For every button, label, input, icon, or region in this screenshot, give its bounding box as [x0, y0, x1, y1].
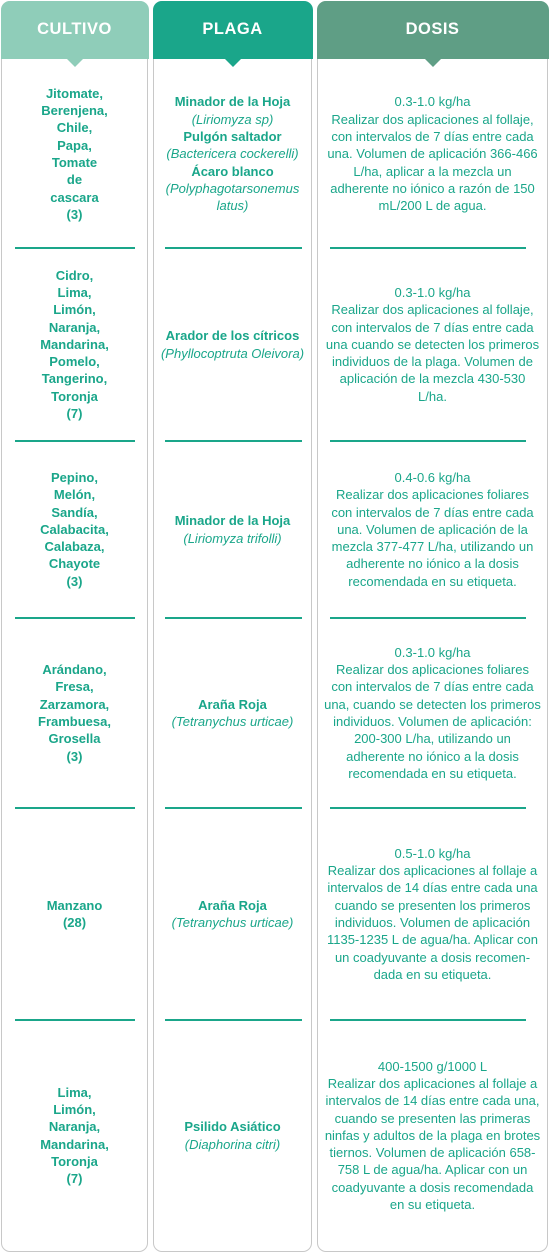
- dosis-text: 0.3-1.0 kg/ha Realizar dos aplicaciones foliares con intervalos de 7 días entre cada una, cuando se detecten los primeros individuos. Volumen de aplicación: 200-300 L/ha, utilizando un adherente no iónico a la dosis recomendada en su etiqueta.: [324, 644, 541, 781]
- plaga-text: [168, 897, 298, 932]
- dosis-text: 0.5-1.0 kg/ha Realizar dos aplicaciones al follaje a intervalos de 14 días entre cada una cuando se presenten los primeros individuos. Volumen de aplicación 1135-1235 L de agua/ha. Aplicar con un coadyuvante a dosis recomen-dada en su etiqueta.: [326, 845, 539, 982]
- dosis-text: 0.4-0.6 kg/ha Realizar dos aplicaciones foliares con intervalos de 7 días entre cada una. Volumen de aplicación de la mezcla 377-477 L/ha, utilizando un adherente no iónico a la dosis recomendada en su etiqueta.: [331, 469, 534, 589]
- dosis-cell: [318, 618, 547, 808]
- plaga-text: [154, 93, 311, 214]
- dosis-cell: [318, 248, 547, 441]
- plaga-name: Arador de los cítricos: [165, 328, 300, 344]
- plaga-scientific-name: (Liriomyza sp): [191, 111, 274, 127]
- plaga-scientific-name: (Liriomyza trifolli): [183, 530, 282, 546]
- plaga-cell: [154, 808, 311, 1020]
- cultivo-text: [34, 661, 115, 765]
- cultivo-line: Zarzamora,: [39, 696, 110, 712]
- cultivo-cell: [2, 1020, 147, 1251]
- cultivo-line: cascara: [50, 189, 99, 205]
- cultivo-line: (28): [62, 915, 87, 930]
- plaga-name: Minador de la Hoja: [174, 94, 291, 110]
- plaga-text: [180, 1118, 284, 1153]
- cultivo-line: (7): [66, 1171, 83, 1187]
- cultivo-column: [1, 1, 148, 1252]
- cultivo-text: [43, 897, 107, 932]
- cultivo-line: Grosella: [48, 731, 101, 747]
- cultivo-line: Naranja,: [48, 319, 101, 335]
- plaga-name: Araña Roja: [198, 696, 267, 712]
- cultivo-line: (7): [66, 406, 83, 422]
- cultivo-line: Papa,: [57, 137, 92, 153]
- plaga-name: Minador de la Hoja: [174, 513, 291, 529]
- cultivo-line: Chile,: [56, 120, 93, 136]
- plaga-scientific-name: (Tetranychus urticae): [171, 714, 294, 729]
- cultivo-line: Berenjena,: [41, 103, 108, 119]
- plaga-name: Psilido Asiático: [184, 1119, 281, 1135]
- plaga-scientific-name: (Phyllocoptruta Oleivora): [160, 345, 305, 361]
- dosis-cell: [318, 60, 547, 248]
- cultivo-line: Cidro,: [55, 267, 94, 283]
- plaga-name: Ácaro blanco: [191, 163, 274, 179]
- cultivo-line: Melón,: [53, 487, 96, 503]
- plaga-name: Araña Roja: [198, 897, 267, 913]
- plaga-name: Pulgón saltador: [183, 129, 282, 145]
- cultivo-cell: [2, 60, 147, 248]
- cultivo-line: Tomate: [51, 155, 98, 170]
- cultivo-line: Mandarina,: [40, 1136, 109, 1152]
- plaga-column: [153, 1, 312, 1252]
- plaga-cell: [154, 248, 311, 441]
- cultivo-line: Tangerino,: [41, 371, 108, 387]
- cultivo-line: Pomelo,: [49, 354, 100, 370]
- plaga-scientific-name: (Tetranychus urticae): [171, 915, 294, 930]
- cultivo-line: (3): [66, 206, 83, 222]
- cultivo-line: Calabacita,: [40, 521, 109, 537]
- cultivo-line: Toronja: [51, 388, 98, 404]
- cultivo-text: [36, 267, 113, 423]
- plaga-text: [171, 512, 295, 547]
- dosis-text: 400-1500 g/1000 L Realizar dos aplicaciones al follaje a intervalos de 14 días entre cada una, cuando se presenten las primeras ninfas y adultos de la plaga en brotes tiernos. Volumen de aplicación 658-758 L de agua/ha. Aplicar con un coadyuvante a dosis recomendada en su etiqueta.: [324, 1058, 541, 1213]
- dosis-column: [317, 1, 548, 1252]
- cultivo-cell: [2, 248, 147, 441]
- cultivo-line: Naranja,: [48, 1119, 101, 1135]
- cultivo-cell: [2, 618, 147, 808]
- plaga-scientific-name: (Diaphorina citri): [184, 1136, 281, 1152]
- cultivo-header: CULTIVO: [1, 1, 149, 59]
- cultivo-line: Calabaza,: [44, 539, 105, 555]
- plaga-scientific-name: (Bactericera cockerelli): [166, 146, 299, 162]
- cultivo-line: Jitomate,: [45, 85, 104, 101]
- dosis-header: DOSIS: [317, 1, 549, 59]
- dosis-text: 0.3-1.0 kg/ha Realizar dos aplicaciones al follaje, con intervalos de 7 días entre cada una. Volumen de aplicación 366-466 L/ha, aplicar a la mezcla un adherente no iónico a razón de 150 mL/200 L de agua.: [327, 94, 538, 214]
- plaga-cell: [154, 60, 311, 248]
- cultivo-line: Sandía,: [51, 504, 98, 520]
- dosis-text: 0.3-1.0 kg/ha Realizar dos aplicaciones al follaje, con intervalos de 7 días entre cada una cuando se detecten los primeros individuos de la plaga. Volumen de aplicación de la mezcla 430-530 L/ha.: [325, 284, 540, 404]
- plaga-cell: [154, 1020, 311, 1251]
- cultivo-line: Toronja: [51, 1153, 98, 1169]
- cultivo-line: Arándano,: [42, 662, 107, 678]
- cultivo-line: Pepino,: [51, 469, 98, 485]
- cultivo-line: (3): [66, 573, 83, 589]
- cultivo-line: Limón,: [53, 302, 96, 318]
- cultivo-line: Lima,: [57, 1084, 92, 1100]
- plaga-scientific-name: (Polyphagotarsonemus latus): [165, 180, 300, 214]
- cultivo-cell: [2, 808, 147, 1020]
- cultivo-line: Frambuesa,: [38, 714, 111, 729]
- dosis-cell: [318, 1020, 547, 1251]
- cultivo-line: (3): [66, 748, 83, 764]
- cultivo-text: [37, 85, 111, 223]
- cultivo-line: Fresa,: [55, 679, 94, 695]
- dosis-cell: [318, 441, 547, 618]
- cultivo-line: Lima,: [57, 284, 92, 300]
- plaga-cell: [154, 618, 311, 808]
- cultivo-line: Mandarina,: [40, 336, 109, 352]
- cultivo-text: [36, 1084, 113, 1188]
- cultivo-text: [36, 469, 113, 590]
- dosis-cell: [318, 808, 547, 1020]
- plaga-text: [157, 327, 308, 362]
- plaga-text: [168, 696, 298, 731]
- cultivo-line: Limón,: [53, 1101, 96, 1117]
- cultivo-line: de: [66, 172, 83, 188]
- plaga-header: PLAGA: [153, 1, 313, 59]
- plaga-cell: [154, 441, 311, 618]
- cultivo-line: Manzano: [46, 897, 103, 913]
- cultivo-cell: [2, 441, 147, 618]
- cultivo-line: Chayote: [48, 556, 101, 572]
